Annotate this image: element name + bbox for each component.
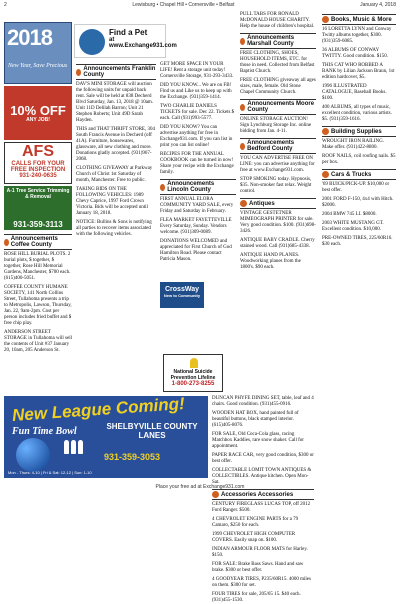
category-icon [160, 184, 165, 191]
classified-listing: 16 LORETTA LYNN and Conway Twitty albums together, $300. (931)359-6085. [322, 27, 392, 44]
classified-listing: ROSE HILL BURIAL PLOTS. 2 burial plots, $ together, $ together, Rose Hill Memorial Gardens, Manchester, $700 each. (615)400-5051. [4, 252, 71, 281]
classified-listing: 2004 BMW 745 LI. $8000. [322, 212, 377, 217]
classified-listing: TAKING BIDS ON THE FOLLOWING VEHICLES: 1989 Chevy Caprice, 1997 Ford Crown Victoria. Bids will be accepted until January 18, 2018. [76, 187, 148, 216]
paper-name: Lewisburg • Chapel Hill • Cornersville • Belfast [132, 2, 235, 8]
classified-listing: FREE CLOTHING giveaway all ages sizes, male, female. Old Stone Chapel Community Church. [240, 78, 316, 95]
category-heading [240, 33, 316, 49]
classified-listing: INDIAN ARMOUR FLOOR MATS for Harley. $150. [212, 547, 308, 558]
classified-listing: 1996 ILLUSTRATED CATALOGUE, Baseball Books. $100. [322, 84, 387, 101]
classified-listing: ANDERSON STREET STORAGE in Tullahoma will sell the contents of Unit #37 January 20, 10am, 205 Anderson St. [4, 330, 72, 353]
classified-listing: DID YOU KNOW... We are on FB! Find us and Like us to keep up with the Exchange. (931)359-1414. [160, 83, 232, 100]
discount-amount: 10% OFF [10, 102, 66, 118]
new-year-promo [4, 22, 72, 84]
classified-listing: ROOF NAILS, coil roofing nails. $5 per box. [322, 154, 396, 165]
suicide-lifeline-ad [163, 354, 223, 392]
tree-service-phone: 931-359-3113 [13, 220, 63, 229]
category-heading [4, 234, 72, 250]
classified-listing: DID YOU KNOW? You can advertise anything for free in Exchange931.com. If you can list in print you can list online! [160, 125, 233, 148]
category-icon [240, 200, 247, 207]
category-icon [322, 171, 329, 178]
classified-listing: CLOTHING GIVEAWAY at Parkway Church of Christ 1st Saturday of month, Manchester. Free to public. [76, 166, 153, 183]
category-label: Announcements Franklin County [83, 66, 156, 78]
category-icon [322, 16, 329, 23]
classified-listing: 2003 WHITE MUSTANG GT. Excellent condition. $10,000. [322, 221, 384, 232]
lifeline-title: National Suicide Prevention Lifeline [170, 369, 216, 381]
category-icon [240, 143, 245, 150]
category-icon [212, 491, 219, 498]
category-icon [4, 239, 9, 246]
column-2 [76, 62, 156, 392]
league-phone: 931-359-3053 [104, 452, 161, 462]
classified-listing: TWO CHARLIE DANIELS TICKETS for sale. Dec 22. Tickets $ each. Call (931)993-5577. [160, 104, 235, 121]
category-heading [322, 169, 396, 180]
classified-listing: 4 GOODYEAR TIRES, P235/60R15. 4000 miles on them. $300 for set. [212, 577, 311, 588]
classified-listing: 1999 CHEVROLET HIGH COMPUTER COVERS. Easily snap on. $100. [212, 532, 296, 543]
league-venue: SHELBYVILLE COUNTY LANES [106, 422, 198, 440]
column-1 [4, 232, 72, 392]
classified-listing: RECIPES FOR THE ANNUAL COOKBOOK can be turned in now! Share your recipe with the Exchange family. [160, 152, 234, 175]
find-pet-url: at www.Exchange931.com [109, 37, 177, 49]
classified-listing: FLEA MARKET FAYETTEVILLE Every Saturday, Sunday. Vendors welcome. (931)309-0089. [160, 218, 232, 235]
tree-service-ad[interactable] [4, 186, 72, 230]
classified-listing: THIS CAT WHO ROBBED A BANK by Lilian Jackson Braun, 1st edition hardcover, $5. [322, 63, 395, 80]
lifeline-phone: 1-800-273-8255 [171, 381, 215, 387]
bowling-pins-icon [64, 440, 83, 454]
classified-listing: DONATIONS WELCOMED and appreciated for First Church of God Hamilton Road. Please contact Patricia Mason. [160, 239, 232, 262]
afs-title: AFS [22, 143, 54, 160]
classified-listing: 4 CHEVROLET ENGINE PARTS for a 79 Camaro, $250 for each. [212, 517, 299, 528]
category-label: Announcements Marshall County [247, 35, 295, 47]
classified-listing: COFFEE COUNTY HUMANE SOCIETY, 141 North Collins Street, Tullahoma presents a trip to Metropolis, Lawson, Thursday, Jan. 22, 9am-2pm. Cost per person includes fried buffet and $ free chip play. [4, 285, 72, 326]
crossway-sub: New to Community [163, 293, 201, 298]
category-label: Announcements Lincoln County [167, 181, 215, 193]
classified-listing: FOUR TIRES for sale, 205/65 15. $40 each. (931)455-1530. [212, 592, 301, 603]
column-5 [212, 396, 314, 603]
find-pet-banner[interactable] [74, 24, 177, 58]
classified-listing: ONLINE STORAGE AUCTION! Sign Lynchburg Storage Inc. online bidding from Jan. 4-11. [240, 117, 312, 134]
classified-listing: PRE-OWNED TIRES, 225/60R16. $30 each. [322, 236, 393, 247]
classified-listing: ANTIQUE BABY CRADLE. Cherry stained wood. Call (931)685-4338. [240, 238, 315, 249]
promo-subtitle: New Year, Save Precious [8, 63, 68, 69]
classified-listing: PAPER RACE CAR, very good condition, $300 or best offer. [212, 453, 314, 464]
column-4 [240, 12, 316, 394]
page-header [4, 2, 396, 9]
category-heading [76, 64, 156, 80]
league-title: New League Coming! [11, 393, 186, 426]
classified-listing: STOP SMOKING today. Hypnosis, $35. Non-smoker fast relax. Weight control. [240, 177, 312, 194]
classified-listing: COLLECTABLE LOMIT TOWN ANTIQUES & COLLECTIBLES. Antique kitchen. Open Mon-Sat. [212, 468, 312, 485]
league-subtitle: Fun Time Bowl [12, 426, 77, 437]
classified-listing: PULL TABS FOR RONALD McDONALD HOUSE CHARITY. Help the house of children's hospital. [240, 12, 315, 29]
category-label: Announcements Bedford County [247, 140, 295, 152]
category-icon [240, 104, 245, 111]
classified-listing: YOU CAN ADVERTISE FREE ON LINE: you can advertise anything for free at www.Exchange931.com. [240, 156, 315, 173]
bowling-ball-icon [16, 438, 50, 472]
classified-listing: CENTURY FIREGLASS LUCAS TOP, off 2012 Ford Ranger. $500. [212, 502, 311, 513]
classified-listing: VINTAGE GESTETNER MIMEOGRAPH PRINTER for sale. Very good condition. $100. (931)698-3426. [240, 211, 316, 234]
category-heading [160, 179, 236, 195]
classified-listing: WOODEN HAT BOX, hand painted full of beautiful buttons, black stamped interior. (615)405-8076. [212, 411, 299, 428]
ribbon-icon [190, 358, 198, 368]
classified-listing: '69 BUICK/PICK-UP. $10,000 or best offer. [322, 182, 390, 193]
classified-listing: 36 ALBUMS OF CONWAY TWITTY. Good condition. $150. [322, 48, 389, 59]
classified-listing: NOTICE: Bullins & Sons is notifying all parties to recover items associated with the following vehicles. [76, 220, 152, 237]
afs-subtitle: CALLS FOR YOUR FREE INSPECTION [10, 161, 66, 173]
classified-listing: WROUGHT IRON RAILING. Make offer. (931)422-8800. [322, 139, 384, 150]
classified-listing: FIRST ANNUAL ELORA COMMUNITY YARD SALE, every Friday and Saturday in February. [160, 197, 234, 214]
page-number: 2 [4, 2, 7, 8]
category-label: Building Supplies [331, 128, 382, 135]
category-icon [322, 128, 329, 135]
category-heading [240, 99, 316, 115]
category-label: Antiques [249, 200, 275, 207]
category-icon [76, 69, 81, 76]
afs-ad[interactable] [4, 142, 72, 184]
tree-service-title: A-1 Tree Service Trimming & Removal [6, 188, 70, 200]
page-footer: Place your free ad at Exchange931.com [155, 484, 245, 490]
find-pet-title: Find a Pet [109, 28, 148, 37]
category-label: Announcements Moore County [247, 101, 315, 113]
category-heading [322, 126, 396, 137]
classified-listing: 400 ALBUMS, all types of music, excellent condition, various artists. $5. (931)359-1616. [322, 105, 392, 122]
classified-listing: GET MORE SPACE IN YOUR LIFE! Rent a storage unit today! Cornersville Storage, 931-293-3433. [160, 62, 234, 79]
category-heading [240, 138, 316, 154]
classified-listing: 2001 FORD F-150, 4x4 with Hitch. $2000. [322, 197, 394, 208]
column-6 [322, 12, 396, 480]
classified-listing: FOR SALE, Old Coca-Cola glass, racing Matchbox Kaddies, rare snow shaker. Call for appointment. [212, 432, 304, 449]
classified-listing: ANTIQUE HAND PLANES. Woodworking planes from the 1800's. $90 each. [240, 253, 301, 270]
classified-listing: FREE CLOTHING, SHOES, HOUSEHOLD ITEMS, ETC. for those in need. Collected from Belfast Baptist Church. [240, 51, 315, 74]
classified-listing: DAV'S MINI STORAGE will auction the following units for unpaid back rent. Sale will be held at 838 Decherd Blvd Saturday, Jan. 13, 2018 @ 10am. Unit 11D Delilah Barron; Unit 21 Stephen Roberts; Unit 49D Sarah Hayden. [76, 82, 154, 123]
crossway-name: CrossWay [165, 286, 199, 293]
column-3 [160, 62, 236, 280]
category-icon [240, 38, 245, 45]
pet-photo-icon [79, 29, 105, 55]
league-hours: Mon - Thurs: 4-10 | Fri & Sat: 12-12 | Sun: 1-10 [8, 470, 92, 475]
crossway-ad[interactable] [160, 282, 204, 308]
issue-date: January 4, 2018 [360, 2, 396, 8]
promo-year: 2018 [7, 25, 52, 50]
category-label: Announcements Coffee County [10, 236, 58, 248]
category-label: Books, Music & More [331, 16, 392, 23]
classified-listing: THIS and THAT THRIFT STORE, 304 South Francis Avenue in Decherd (off 41A). Furniture, housewares, glassware, all new clothing and more. Donations gladly accepted. (931)967-2068. [76, 127, 155, 162]
classified-listing: DUNCAN PHYFE DINING SET, table, leaf and 4 chairs. Good condition. (931)455-0916. [212, 396, 314, 407]
discount-subtitle: ANY JOB! [26, 116, 50, 123]
classified-listing: FOR SALE: Brake Bass Saws. Hand and saw brake. $300 or best offer. [212, 562, 304, 573]
category-heading [212, 489, 314, 500]
category-heading [240, 198, 316, 209]
bowling-league-ad[interactable] [4, 393, 208, 478]
left-ad-column [4, 86, 72, 230]
afs-phone: 931-240-0635 [19, 173, 57, 179]
discount-ad[interactable] [4, 86, 72, 140]
category-label: Cars & Trucks [331, 171, 372, 178]
category-heading [322, 14, 396, 25]
category-label: Accessories Accessories [221, 491, 294, 498]
